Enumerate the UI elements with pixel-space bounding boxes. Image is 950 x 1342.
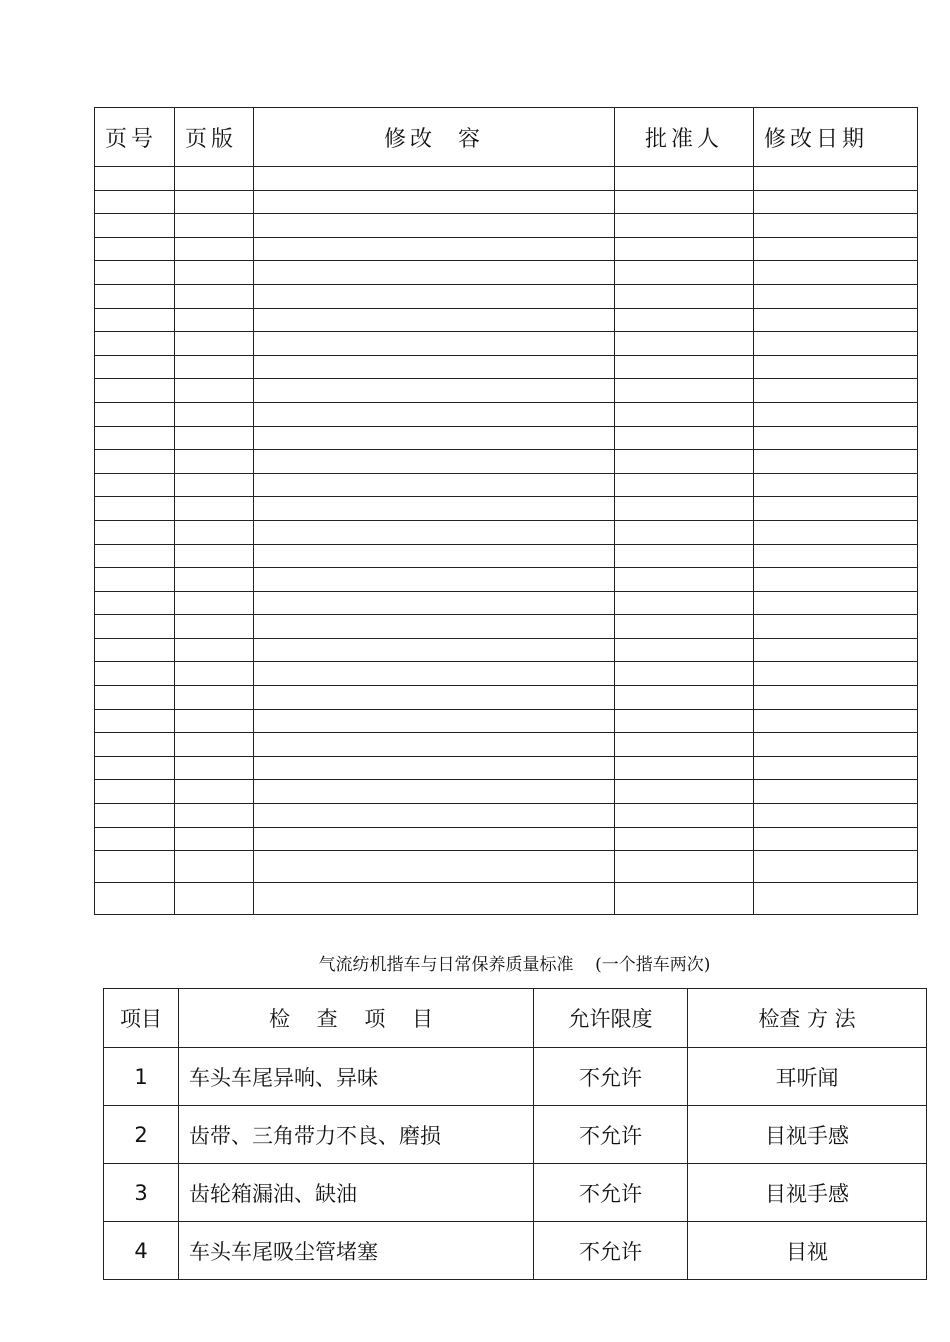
revision-cell — [95, 426, 175, 450]
revision-row — [95, 450, 918, 474]
revision-cell — [175, 167, 254, 191]
revision-cell — [754, 520, 918, 544]
revision-cell — [175, 851, 254, 883]
revision-cell — [615, 332, 754, 356]
revision-table — [94, 107, 918, 915]
revision-cell — [254, 426, 615, 450]
revision-header-row — [95, 108, 918, 167]
revision-cell — [615, 662, 754, 686]
standard-title: 气流纺机揩车与日常保养质量标准 (一个揩车两次) — [318, 955, 711, 975]
revision-row — [95, 780, 918, 804]
revision-cell — [615, 214, 754, 238]
revision-cell — [175, 190, 254, 214]
revision-row — [95, 167, 918, 191]
revision-cell — [254, 261, 615, 285]
revision-cell — [95, 473, 175, 497]
revision-row — [95, 544, 918, 568]
revision-cell — [175, 591, 254, 615]
revision-cell — [175, 497, 254, 521]
revision-cell — [95, 827, 175, 851]
row-tolerance: 不允许 — [534, 1222, 688, 1280]
revision-row — [95, 402, 918, 426]
revision-cell — [254, 379, 615, 403]
header-check-item: 检 查 项 目 — [179, 989, 534, 1048]
revision-row — [95, 615, 918, 639]
revision-cell — [254, 686, 615, 710]
revision-cell — [95, 568, 175, 592]
revision-cell — [254, 544, 615, 568]
revision-cell — [175, 756, 254, 780]
row-check-item: 车头车尾吸尘管堵塞 — [179, 1222, 534, 1280]
revision-cell — [615, 615, 754, 639]
revision-cell — [254, 402, 615, 426]
revision-cell — [95, 355, 175, 379]
revision-cell — [175, 568, 254, 592]
revision-cell — [754, 883, 918, 915]
revision-cell — [95, 638, 175, 662]
revision-cell — [754, 851, 918, 883]
revision-cell — [175, 214, 254, 238]
revision-cell — [754, 780, 918, 804]
revision-cell — [254, 355, 615, 379]
header-content: 修改 容 — [254, 108, 615, 167]
revision-cell — [95, 497, 175, 521]
revision-cell — [254, 520, 615, 544]
revision-cell — [254, 214, 615, 238]
revision-cell — [175, 402, 254, 426]
revision-cell — [175, 686, 254, 710]
revision-cell — [615, 308, 754, 332]
revision-cell — [254, 638, 615, 662]
revision-cell — [175, 544, 254, 568]
revision-cell — [754, 379, 918, 403]
standard-body — [104, 1048, 927, 1280]
revision-cell — [615, 686, 754, 710]
revision-cell — [754, 237, 918, 261]
revision-cell — [754, 591, 918, 615]
row-tolerance: 不允许 — [534, 1048, 688, 1106]
revision-cell — [754, 426, 918, 450]
row-check-item: 齿带、三角带力不良、磨损 — [179, 1106, 534, 1164]
revision-cell — [95, 615, 175, 639]
revision-cell — [95, 686, 175, 710]
revision-cell — [754, 686, 918, 710]
revision-cell — [95, 851, 175, 883]
revision-cell — [175, 662, 254, 686]
header-item-no: 项目 — [104, 989, 179, 1048]
revision-row — [95, 591, 918, 615]
row-tolerance: 不允许 — [534, 1106, 688, 1164]
revision-row — [95, 473, 918, 497]
revision-cell — [615, 426, 754, 450]
standard-table — [103, 988, 927, 1280]
revision-cell — [754, 284, 918, 308]
revision-cell — [615, 190, 754, 214]
revision-row — [95, 804, 918, 828]
revision-row — [95, 426, 918, 450]
revision-cell — [754, 638, 918, 662]
revision-cell — [175, 615, 254, 639]
revision-row — [95, 214, 918, 238]
revision-cell — [95, 237, 175, 261]
revision-row — [95, 662, 918, 686]
header-page-version: 页版 — [175, 108, 254, 167]
revision-cell — [615, 756, 754, 780]
revision-cell — [254, 332, 615, 356]
revision-row — [95, 638, 918, 662]
revision-cell — [254, 237, 615, 261]
revision-cell — [615, 883, 754, 915]
revision-row — [95, 284, 918, 308]
revision-cell — [754, 473, 918, 497]
row-method: 目视手感 — [688, 1164, 927, 1222]
revision-cell — [95, 284, 175, 308]
revision-cell — [175, 520, 254, 544]
revision-cell — [754, 450, 918, 474]
revision-cell — [754, 497, 918, 521]
revision-cell — [95, 709, 175, 733]
revision-cell — [254, 883, 615, 915]
revision-cell — [754, 662, 918, 686]
revision-cell — [95, 450, 175, 474]
revision-cell — [754, 308, 918, 332]
revision-cell — [754, 214, 918, 238]
revision-cell — [615, 284, 754, 308]
revision-cell — [175, 284, 254, 308]
revision-cell — [95, 804, 175, 828]
revision-cell — [95, 261, 175, 285]
header-page-no: 页号 — [95, 108, 175, 167]
revision-cell — [754, 709, 918, 733]
revision-cell — [175, 473, 254, 497]
table-row — [104, 1164, 927, 1222]
revision-cell — [754, 355, 918, 379]
revision-row — [95, 733, 918, 757]
revision-row — [95, 756, 918, 780]
row-method: 耳听闻 — [688, 1048, 927, 1106]
revision-cell — [95, 733, 175, 757]
revision-row — [95, 379, 918, 403]
revision-cell — [754, 402, 918, 426]
revision-cell — [254, 733, 615, 757]
revision-row — [95, 568, 918, 592]
revision-cell — [254, 827, 615, 851]
revision-cell — [175, 883, 254, 915]
table-row — [104, 1222, 927, 1280]
revision-cell — [95, 780, 175, 804]
revision-cell — [254, 190, 615, 214]
revision-cell — [615, 167, 754, 191]
revision-cell — [254, 851, 615, 883]
revision-cell — [175, 379, 254, 403]
revision-row — [95, 190, 918, 214]
revision-cell — [754, 190, 918, 214]
revision-cell — [754, 167, 918, 191]
row-number: 1 — [104, 1048, 179, 1106]
revision-cell — [254, 497, 615, 521]
revision-row — [95, 520, 918, 544]
revision-cell — [95, 520, 175, 544]
row-method: 目视 — [688, 1222, 927, 1280]
revision-cell — [615, 780, 754, 804]
revision-cell — [615, 379, 754, 403]
revision-row — [95, 827, 918, 851]
revision-cell — [254, 284, 615, 308]
revision-row — [95, 497, 918, 521]
revision-row — [95, 261, 918, 285]
revision-cell — [95, 167, 175, 191]
revision-cell — [95, 544, 175, 568]
revision-cell — [615, 591, 754, 615]
revision-cell — [754, 827, 918, 851]
revision-cell — [754, 804, 918, 828]
revision-cell — [175, 332, 254, 356]
revision-cell — [754, 615, 918, 639]
revision-cell — [254, 568, 615, 592]
revision-row — [95, 237, 918, 261]
revision-cell — [175, 237, 254, 261]
revision-cell — [254, 615, 615, 639]
revision-row — [95, 851, 918, 883]
revision-row — [95, 355, 918, 379]
revision-row — [95, 332, 918, 356]
row-number: 4 — [104, 1222, 179, 1280]
revision-cell — [95, 402, 175, 426]
revision-cell — [254, 804, 615, 828]
revision-cell — [754, 544, 918, 568]
revision-cell — [95, 379, 175, 403]
revision-cell — [615, 544, 754, 568]
revision-cell — [254, 473, 615, 497]
revision-cell — [95, 332, 175, 356]
revision-cell — [175, 308, 254, 332]
revision-cell — [754, 568, 918, 592]
revision-cell — [615, 568, 754, 592]
revision-cell — [615, 237, 754, 261]
revision-cell — [95, 190, 175, 214]
revision-cell — [615, 497, 754, 521]
revision-cell — [175, 804, 254, 828]
revision-cell — [95, 883, 175, 915]
row-check-item: 车头车尾异响、异味 — [179, 1048, 534, 1106]
revision-cell — [754, 733, 918, 757]
revision-cell — [254, 780, 615, 804]
row-tolerance: 不允许 — [534, 1164, 688, 1222]
revision-cell — [254, 450, 615, 474]
table-row — [104, 1048, 927, 1106]
revision-cell — [95, 591, 175, 615]
revision-cell — [175, 638, 254, 662]
revision-body — [95, 167, 918, 915]
revision-cell — [95, 308, 175, 332]
revision-cell — [254, 709, 615, 733]
standard-header-row — [104, 989, 927, 1048]
revision-cell — [615, 851, 754, 883]
revision-cell — [95, 756, 175, 780]
row-number: 3 — [104, 1164, 179, 1222]
header-method: 检查 方 法 — [688, 989, 927, 1048]
revision-cell — [754, 261, 918, 285]
row-check-item: 齿轮箱漏油、缺油 — [179, 1164, 534, 1222]
header-tolerance: 允许限度 — [534, 989, 688, 1048]
row-method: 目视手感 — [688, 1106, 927, 1164]
revision-cell — [615, 450, 754, 474]
revision-cell — [254, 308, 615, 332]
revision-cell — [175, 733, 254, 757]
revision-cell — [175, 355, 254, 379]
revision-cell — [615, 709, 754, 733]
revision-cell — [615, 261, 754, 285]
revision-cell — [615, 804, 754, 828]
revision-row — [95, 883, 918, 915]
revision-row — [95, 709, 918, 733]
revision-cell — [175, 780, 254, 804]
revision-cell — [254, 591, 615, 615]
revision-cell — [615, 402, 754, 426]
table-row — [104, 1106, 927, 1164]
header-date: 修改日期 — [754, 108, 918, 167]
revision-cell — [254, 756, 615, 780]
revision-cell — [615, 638, 754, 662]
revision-cell — [175, 426, 254, 450]
revision-cell — [175, 709, 254, 733]
revision-cell — [615, 355, 754, 379]
revision-cell — [615, 520, 754, 544]
revision-cell — [254, 167, 615, 191]
revision-cell — [615, 827, 754, 851]
revision-row — [95, 308, 918, 332]
revision-cell — [95, 662, 175, 686]
row-number: 2 — [104, 1106, 179, 1164]
revision-cell — [95, 214, 175, 238]
header-approver: 批准人 — [615, 108, 754, 167]
revision-row — [95, 686, 918, 710]
revision-cell — [175, 261, 254, 285]
revision-cell — [615, 733, 754, 757]
revision-cell — [254, 662, 615, 686]
revision-cell — [175, 827, 254, 851]
revision-cell — [615, 473, 754, 497]
revision-cell — [754, 332, 918, 356]
revision-cell — [754, 756, 918, 780]
revision-cell — [175, 450, 254, 474]
